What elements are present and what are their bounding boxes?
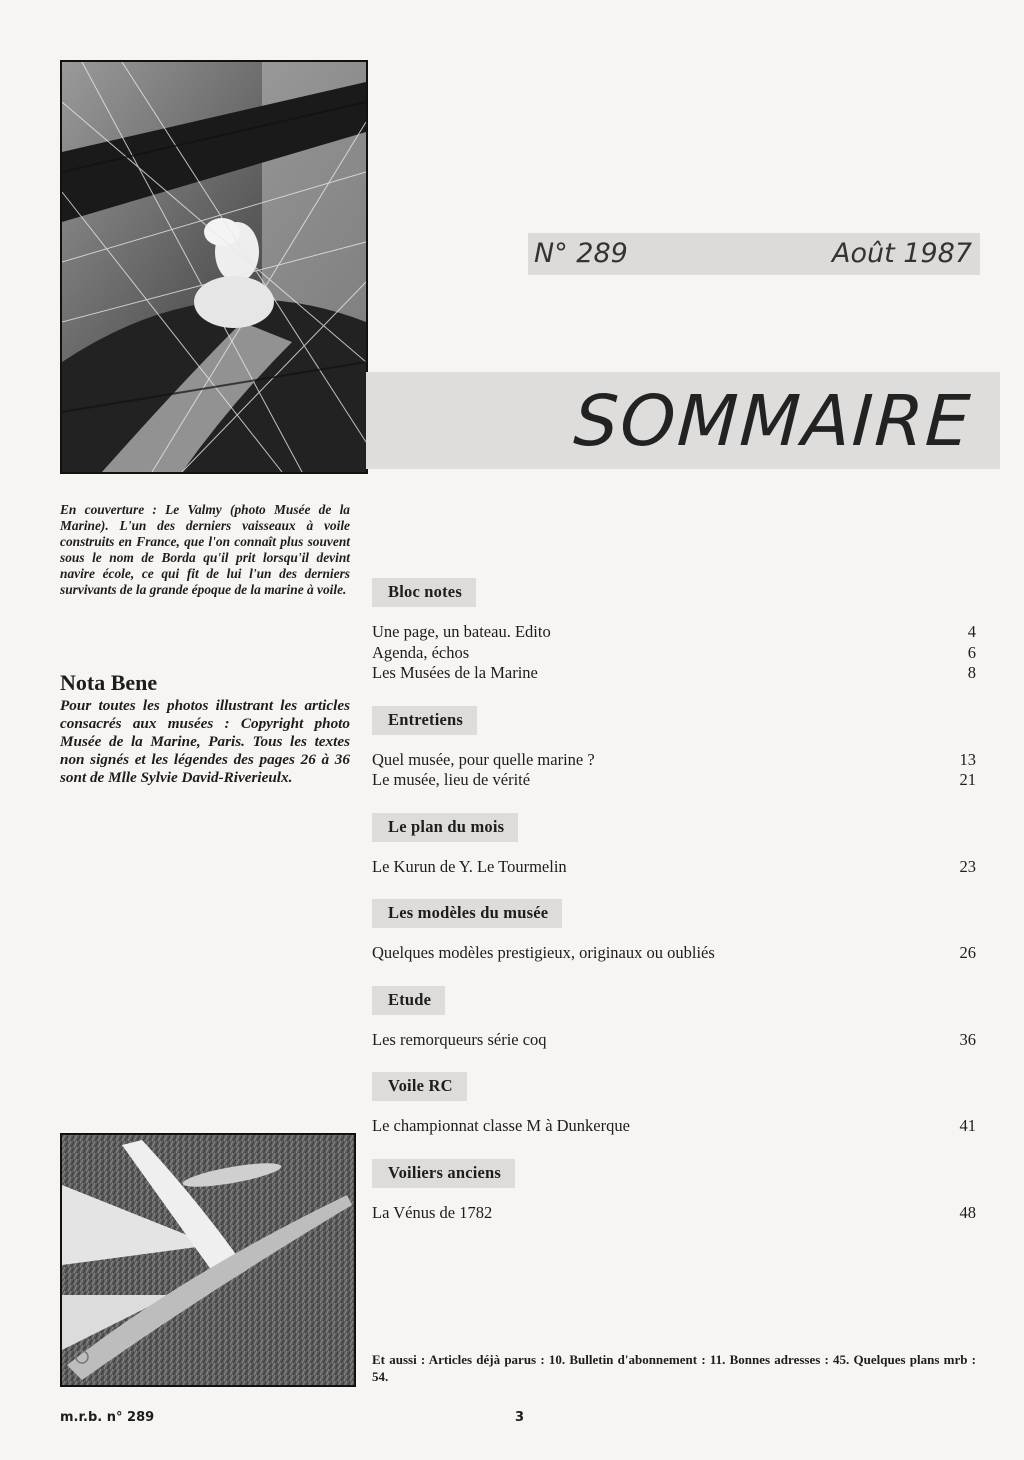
cover-caption: En couverture : Le Valmy (photo Musée de la Marine). L'un des derniers vaisseaux à voile construits en France, que l'on connaît plus souvent sous le nom de Borda qu'il prit lorsqu'il devint navire école, ce qui fit de lui l'un des derniers survivants de la grande époque de la marine à voile. [60, 502, 350, 597]
also-notes: Et aussi : Articles déjà parus : 10. Bulletin d'abonnement : 11. Bonnes adresses : 45. Quelques plans mrb : 54. [372, 1352, 976, 1384]
toc-entry-title: Les remorqueurs série coq [372, 1029, 547, 1049]
toc-entry-page: 21 [959, 770, 976, 789]
toc-entry[interactable] [372, 663, 976, 684]
toc-entry-page: 41 [959, 1116, 976, 1135]
nota-bene-title: Nota Bene [60, 670, 158, 695]
toc-section-bloc-notes [372, 578, 976, 684]
toc-section-voile-rc [372, 1072, 976, 1137]
cover-photo-figurehead [60, 60, 368, 474]
toc-entry-page: 36 [959, 1029, 976, 1049]
toc-entry-page: 23 [959, 856, 976, 876]
footer-page-number: 3 [515, 1410, 525, 1425]
section-label: Le plan du mois [372, 813, 518, 842]
table-of-contents [372, 578, 976, 1245]
nota-bene-text: Pour toutes les photos illustrant les articles consacrés aux musées : Copyright photo Musée de la Marine, Paris. Tous les textes non signés et les légendes des pages 26 à 36 sont de Mlle Sylvie David-Riverieulx. [60, 697, 350, 786]
toc-entry-title: Quelques modèles prestigieux, originaux ou oubliés [372, 943, 715, 962]
rc-sailboat-photo [60, 1133, 356, 1387]
toc-section-etude [372, 986, 976, 1051]
toc-section-entretiens [372, 706, 976, 791]
issue-banner [528, 233, 980, 275]
toc-entry-page: 6 [967, 642, 976, 662]
toc-entry[interactable] [372, 1203, 976, 1224]
issue-date: Août 1987 [832, 238, 972, 269]
section-label: Voile RC [372, 1072, 467, 1101]
toc-entry-title: Le musée, lieu de vérité [372, 770, 531, 789]
toc-section-plan-du-mois [372, 813, 976, 878]
toc-entry[interactable] [372, 770, 976, 791]
footer-magazine-issue: m.r.b. n° 289 [60, 1410, 155, 1425]
page-title: SOMMAIRE [572, 380, 975, 462]
issue-number: N° 289 [534, 238, 628, 269]
toc-entry-title: Une page, un bateau. Edito [372, 622, 551, 641]
toc-section-voiliers-anciens [372, 1159, 976, 1224]
section-label: Voiliers anciens [372, 1159, 515, 1188]
toc-entry[interactable] [372, 750, 976, 771]
toc-entry[interactable] [372, 943, 976, 964]
toc-section-modeles-du-musee [372, 899, 976, 964]
toc-entry-page: 4 [967, 622, 976, 641]
toc-entry-title: Les Musées de la Marine [372, 663, 538, 682]
toc-entry[interactable] [372, 857, 976, 878]
toc-entry-title: Le Kurun de Y. Le Tourmelin [372, 856, 567, 876]
section-label: Entretiens [372, 706, 477, 735]
toc-entry-title: Agenda, échos [372, 642, 470, 662]
toc-entry-title: La Vénus de 1782 [372, 1202, 493, 1222]
toc-entry-page: 13 [959, 749, 976, 769]
section-label: Les modèles du musée [372, 899, 562, 928]
toc-entry[interactable] [372, 622, 976, 643]
section-label: Bloc notes [372, 578, 476, 607]
toc-entry[interactable] [372, 643, 976, 664]
toc-entry-page: 8 [967, 663, 976, 682]
toc-entry-title: Le championnat classe M à Dunkerque [372, 1116, 630, 1135]
toc-entry[interactable] [372, 1030, 976, 1051]
toc-entry-page: 48 [959, 1202, 976, 1222]
toc-entry[interactable] [372, 1116, 976, 1137]
toc-entry-title: Quel musée, pour quelle marine ? [372, 749, 595, 769]
sommaire-banner [366, 372, 1000, 469]
toc-entry-page: 26 [959, 943, 976, 962]
section-label: Etude [372, 986, 445, 1015]
